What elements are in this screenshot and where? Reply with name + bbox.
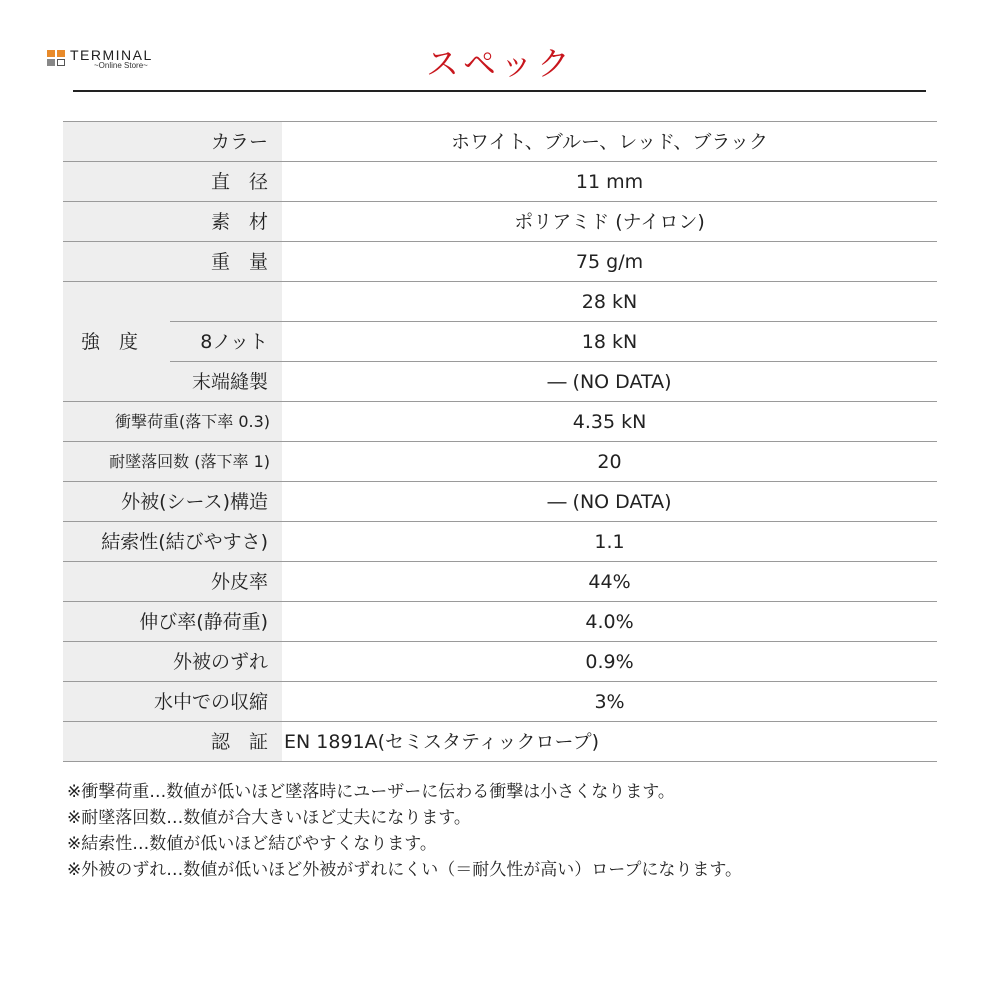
spec-row-diameter [63,162,937,202]
spec-value: 4.35 kN [282,402,937,442]
spec-table [63,121,937,762]
title-divider [73,90,926,92]
spec-label: 水中での収縮 [63,682,282,722]
spec-value: ポリアミド (ナイロン) [282,202,937,242]
spec-value: ― (NO DATA) [282,482,937,522]
logo-subtitle: ~Online Store~ [94,61,148,70]
spec-label: 認 証 [63,722,282,762]
logo-name: TERMINAL [70,47,153,63]
spec-row-sheath-construction [63,482,937,522]
spec-row-strength [63,282,937,322]
spec-value: 75 g/m [282,242,937,282]
spec-label: 伸び率(静荷重) [63,602,282,642]
spec-sublabel [170,282,282,322]
spec-value: 28 kN [282,282,937,322]
spec-value: 0.9% [282,642,937,682]
spec-value: EN 1891A(セミスタティックロープ) [282,722,937,762]
spec-label: 直 径 [63,162,282,202]
spec-row-shrinkage [63,682,937,722]
spec-row-knotability [63,522,937,562]
spec-row-color [63,122,937,162]
spec-value: 20 [282,442,937,482]
spec-notes [67,779,967,883]
note-item: ※耐墜落回数…数値が合大きいほど丈夫になります。 [67,808,471,828]
spec-label: 衝撃荷重(落下率 0.3) [63,402,282,442]
spec-label: 外被(シース)構造 [63,482,282,522]
spec-label: 重 量 [63,242,282,282]
spec-sublabel: 末端縫製 [170,362,282,402]
spec-row-sheath-slippage [63,642,937,682]
spec-label: 耐墜落回数 (落下率 1) [63,442,282,482]
spec-value: 11 mm [282,162,937,202]
spec-value: 4.0% [282,602,937,642]
note-item: ※衝撃荷重…数値が低いほど墜落時にユーザーに伝わる衝撃は小さくなります。 [67,782,675,802]
spec-row-impact-force [63,402,937,442]
spec-row-sheath-ratio [63,562,937,602]
spec-value: 3% [282,682,937,722]
spec-value: ホワイト、ブルー、レッド、ブラック [282,122,937,162]
spec-label: 外被のずれ [63,642,282,682]
spec-label: 素 材 [63,202,282,242]
spec-row-elongation [63,602,937,642]
spec-row-strength-knot [63,322,937,362]
spec-value: ― (NO DATA) [282,362,937,402]
spec-row-strength-sewn [63,362,937,402]
spec-label: カラー [63,122,282,162]
spec-row-falls [63,442,937,482]
spec-value: 44% [282,562,937,602]
spec-label-strength: 強 度 [63,282,170,402]
spec-label: 外皮率 [63,562,282,602]
spec-row-certification [63,722,937,762]
note-item: ※外被のずれ…数値が低いほど外被がずれにくい（＝耐久性が高い）ロープになります。 [67,860,743,880]
spec-row-weight [63,242,937,282]
spec-value: 1.1 [282,522,937,562]
note-item: ※結索性…数値が低いほど結びやすくなります。 [67,834,437,854]
spec-row-material [63,202,937,242]
spec-label: 結索性(結びやすさ) [63,522,282,562]
spec-sublabel: 8ノット [170,322,282,362]
spec-value: 18 kN [282,322,937,362]
page-title: スペック [426,44,574,83]
